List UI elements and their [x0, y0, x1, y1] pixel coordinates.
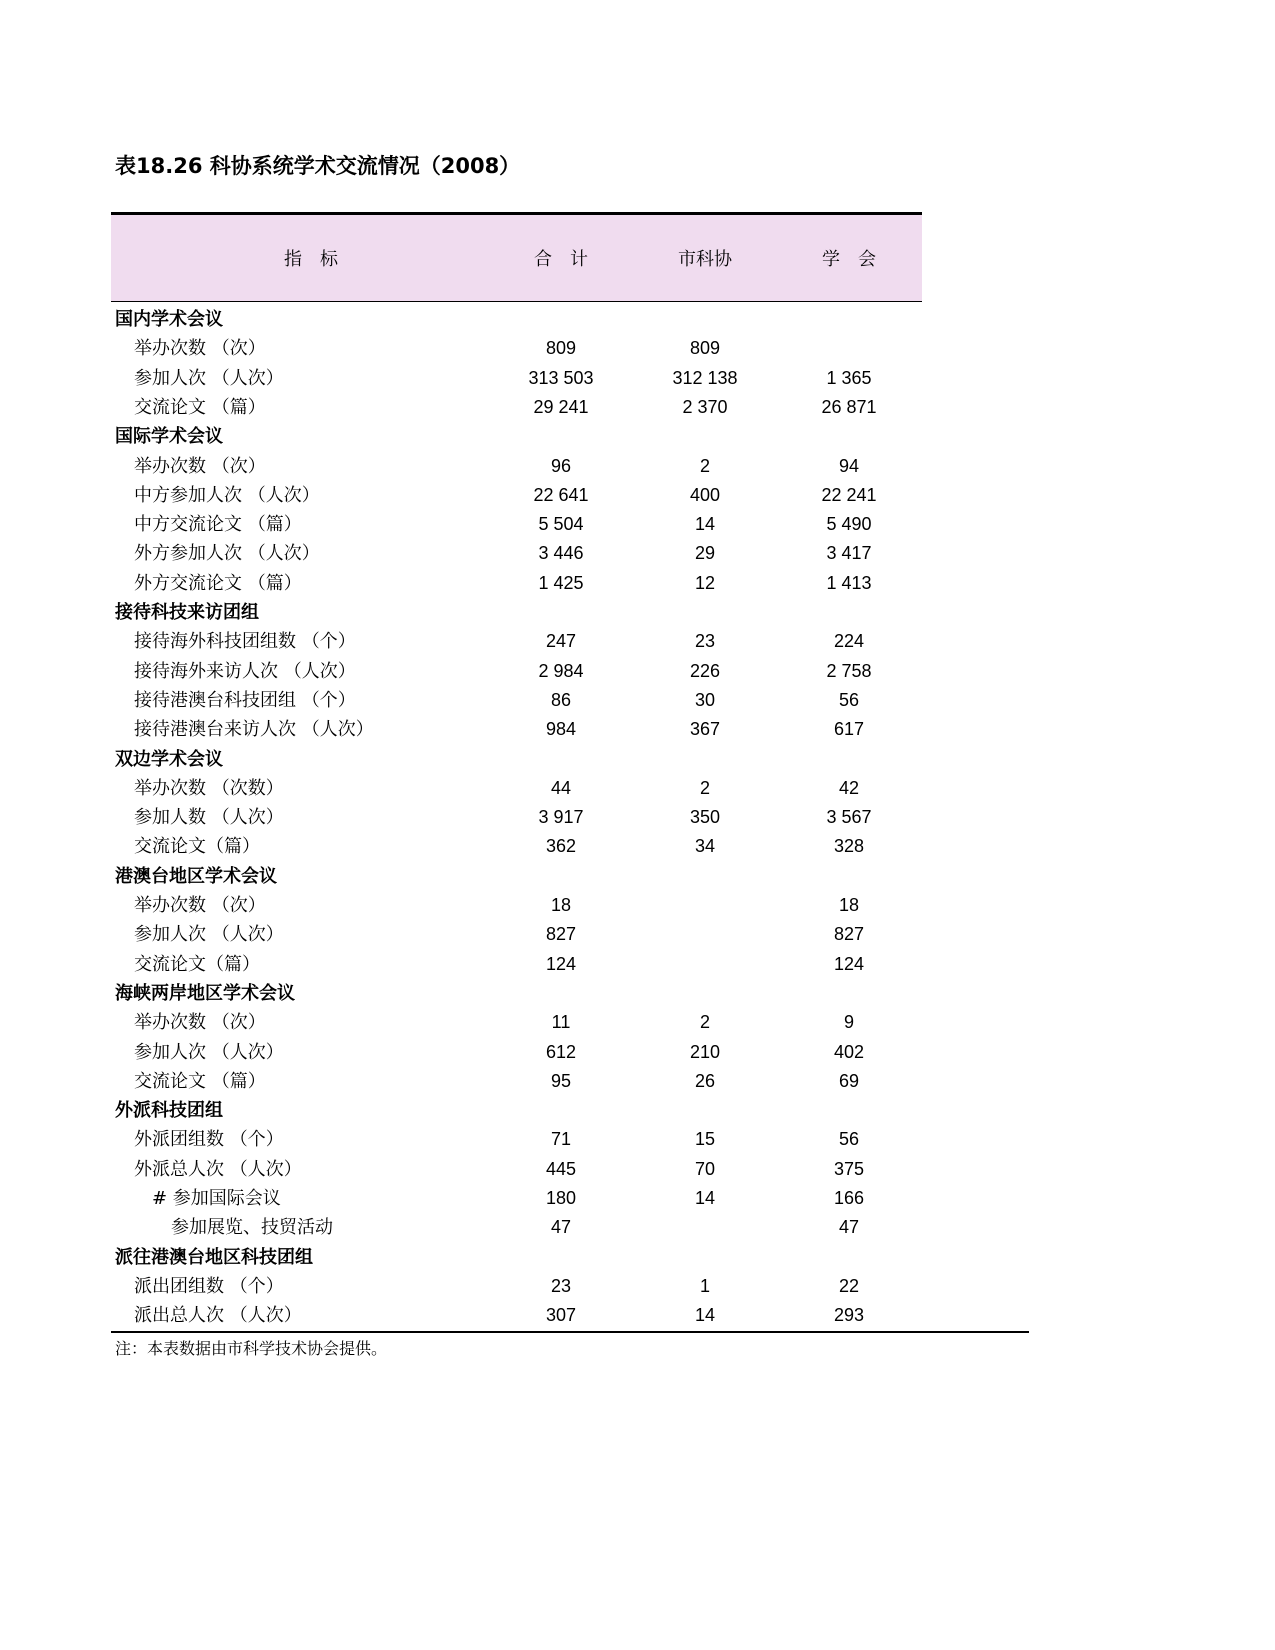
category-row [0, 305, 1275, 334]
category-label: 外派科技团组 [115, 1100, 223, 1122]
table-row [0, 1038, 1275, 1067]
cell-city-association: 2 [699, 455, 710, 476]
table-row [0, 1067, 1275, 1096]
cell-societies: 124 [833, 953, 865, 974]
table-row [0, 1125, 1275, 1154]
cell-city-association: 26 [694, 1070, 716, 1091]
row-label: 接待港澳台科技团组 （个） [134, 689, 356, 711]
cell-societies: 26 871 [821, 396, 877, 417]
cell-city-association: 2 [699, 777, 710, 798]
cell-city-association: 312 138 [672, 367, 738, 388]
cell-societies: 22 241 [821, 484, 877, 505]
row-label: 举办次数 （次） [134, 455, 266, 477]
table-bottom-rule [111, 1331, 1029, 1333]
category-row [0, 422, 1275, 451]
cell-total: 1 425 [538, 572, 584, 593]
table-note: 注：本表数据由市科学技术协会提供。 [115, 1339, 388, 1358]
table-row [0, 774, 1275, 803]
row-label: 外方交流论文 （篇） [134, 572, 302, 594]
header-total: 合 计 [534, 249, 588, 270]
row-label: 参加人次 （人次） [134, 924, 284, 946]
category-row [0, 745, 1275, 774]
table-row [0, 510, 1275, 539]
table-row [0, 364, 1275, 393]
cell-city-association: 2 370 [682, 396, 728, 417]
cell-city-association: 809 [689, 338, 721, 359]
cell-city-association: 1 [699, 1275, 710, 1296]
row-label: 派出团组数 （个） [134, 1275, 284, 1297]
header-societies: 学 会 [822, 249, 876, 270]
cell-city-association: 30 [694, 689, 716, 710]
cell-societies: 69 [838, 1070, 860, 1091]
cell-total: 313 503 [528, 367, 594, 388]
row-label: 举办次数 （次） [134, 338, 266, 360]
cell-societies: 617 [833, 719, 865, 740]
cell-total: 307 [545, 1305, 577, 1326]
category-row [0, 862, 1275, 891]
category-row [0, 1096, 1275, 1125]
category-label: 国际学术会议 [115, 426, 223, 448]
cell-total: 445 [545, 1158, 577, 1179]
cell-societies: 375 [833, 1158, 865, 1179]
cell-city-association: 14 [694, 514, 716, 535]
row-label: # 参加国际会议 [152, 1188, 281, 1209]
table-row [0, 920, 1275, 949]
cell-city-association: 34 [694, 836, 716, 857]
cell-city-association: 400 [689, 484, 721, 505]
row-label: 交流论文 （篇） [134, 396, 266, 418]
row-label: 参加人次 （人次） [134, 1041, 284, 1063]
cell-societies: 402 [833, 1041, 865, 1062]
table-row [0, 832, 1275, 861]
category-label: 港澳台地区学术会议 [115, 865, 277, 887]
cell-societies: 56 [838, 1129, 860, 1150]
table-title: 表18.26 科协系统学术交流情况（2008） [115, 154, 521, 178]
row-label: 参加人数 （人次） [134, 807, 284, 829]
table-row [0, 715, 1275, 744]
cell-total: 2 984 [538, 660, 584, 681]
cell-societies: 56 [838, 689, 860, 710]
cell-total: 5 504 [538, 514, 584, 535]
cell-city-association: 23 [694, 631, 716, 652]
row-label: 交流论文 （篇） [134, 1070, 266, 1092]
category-label: 派往港澳台地区科技团组 [115, 1246, 313, 1268]
table-row [0, 1213, 1275, 1242]
cell-total: 180 [545, 1188, 577, 1208]
table-row [0, 1008, 1275, 1037]
cell-societies: 2 758 [826, 660, 872, 681]
cell-societies: 18 [838, 895, 860, 915]
category-label: 接待科技来访团组 [115, 602, 259, 623]
cell-total: 18 [550, 895, 572, 915]
cell-total: 3 917 [538, 807, 584, 828]
cell-societies: 3 417 [826, 543, 872, 564]
row-label: 举办次数 （次数） [134, 777, 284, 799]
table-row [0, 452, 1275, 481]
row-label: 中方交流论文 （篇） [134, 514, 302, 536]
cell-total: 22 641 [533, 484, 589, 505]
table-row [0, 627, 1275, 656]
row-label: 举办次数 （次） [134, 895, 266, 916]
cell-societies: 94 [838, 455, 860, 476]
table-row [0, 686, 1275, 715]
row-label: 派出总人次 （人次） [134, 1305, 302, 1327]
table-row [0, 1301, 1275, 1330]
row-label: 外方参加人次 （人次） [134, 543, 320, 565]
header-city-association: 市科协 [678, 249, 732, 270]
cell-societies: 293 [833, 1305, 865, 1326]
cell-city-association: 226 [689, 660, 721, 681]
table-row [0, 334, 1275, 363]
row-label: 接待海外科技团组数 （个） [134, 631, 356, 653]
table-row [0, 481, 1275, 510]
cell-total: 86 [550, 689, 572, 710]
cell-societies: 3 567 [826, 807, 872, 828]
row-label: 交流论文（篇） [134, 836, 260, 858]
cell-total: 247 [545, 631, 577, 652]
cell-societies: 1 413 [826, 572, 872, 593]
header-indicator: 指 标 [284, 249, 338, 270]
table-row [0, 891, 1275, 920]
cell-societies: 9 [843, 1012, 854, 1033]
cell-societies: 5 490 [826, 514, 872, 535]
table-row [0, 539, 1275, 568]
cell-total: 362 [545, 836, 577, 857]
table-row [0, 803, 1275, 832]
cell-total: 827 [545, 924, 577, 945]
cell-societies: 166 [833, 1188, 865, 1208]
table-row [0, 1155, 1275, 1184]
table-row [0, 1184, 1275, 1213]
category-label: 双边学术会议 [115, 748, 223, 770]
table-row [0, 393, 1275, 422]
cell-societies: 827 [833, 924, 865, 945]
cell-societies: 224 [833, 631, 865, 652]
table-row [0, 950, 1275, 979]
cell-societies: 1 365 [826, 367, 872, 388]
table-header [111, 215, 922, 302]
cell-societies: 47 [838, 1217, 860, 1238]
cell-societies: 328 [833, 836, 865, 857]
cell-total: 95 [550, 1070, 572, 1091]
row-label: 外派总人次 （人次） [134, 1158, 302, 1180]
category-row [0, 979, 1275, 1008]
cell-city-association: 15 [694, 1129, 716, 1150]
row-label: 举办次数 （次） [134, 1012, 266, 1034]
cell-city-association: 29 [694, 543, 716, 564]
table-row [0, 657, 1275, 686]
row-label: 交流论文（篇） [134, 953, 260, 975]
cell-societies: 22 [838, 1275, 860, 1296]
cell-total: 984 [545, 719, 577, 740]
cell-city-association: 367 [689, 719, 721, 740]
row-label: 参加人次 （人次） [134, 367, 284, 389]
category-row [0, 1243, 1275, 1272]
cell-city-association: 12 [694, 572, 716, 593]
cell-total: 809 [545, 338, 577, 359]
row-label: 接待海外来访人次 （人次） [134, 660, 356, 682]
cell-total: 11 [551, 1012, 571, 1033]
cell-total: 3 446 [538, 543, 584, 564]
row-label: 接待港澳台来访人次 （人次） [134, 719, 374, 741]
cell-total: 44 [550, 777, 572, 798]
cell-city-association: 210 [689, 1041, 721, 1062]
cell-city-association: 14 [694, 1188, 716, 1208]
table-row [0, 569, 1275, 598]
row-label: 参加展览、技贸活动 [171, 1217, 333, 1239]
cell-total: 124 [545, 953, 577, 974]
cell-city-association: 2 [699, 1012, 710, 1033]
cell-city-association: 70 [694, 1158, 716, 1179]
cell-total: 612 [545, 1041, 577, 1062]
cell-total: 29 241 [533, 396, 589, 417]
row-label: 外派团组数 （个） [134, 1129, 284, 1151]
cell-city-association: 350 [689, 807, 721, 828]
cell-societies: 42 [838, 777, 860, 798]
category-row [0, 598, 1275, 627]
cell-total: 96 [550, 455, 572, 476]
category-label: 国内学术会议 [115, 309, 223, 330]
cell-total: 71 [550, 1129, 572, 1150]
cell-city-association: 14 [694, 1305, 716, 1326]
row-label: 中方参加人次 （人次） [134, 484, 320, 506]
cell-total: 47 [550, 1217, 572, 1238]
table-row [0, 1272, 1275, 1301]
cell-total: 23 [550, 1275, 572, 1296]
category-label: 海峡两岸地区学术会议 [115, 982, 295, 1004]
